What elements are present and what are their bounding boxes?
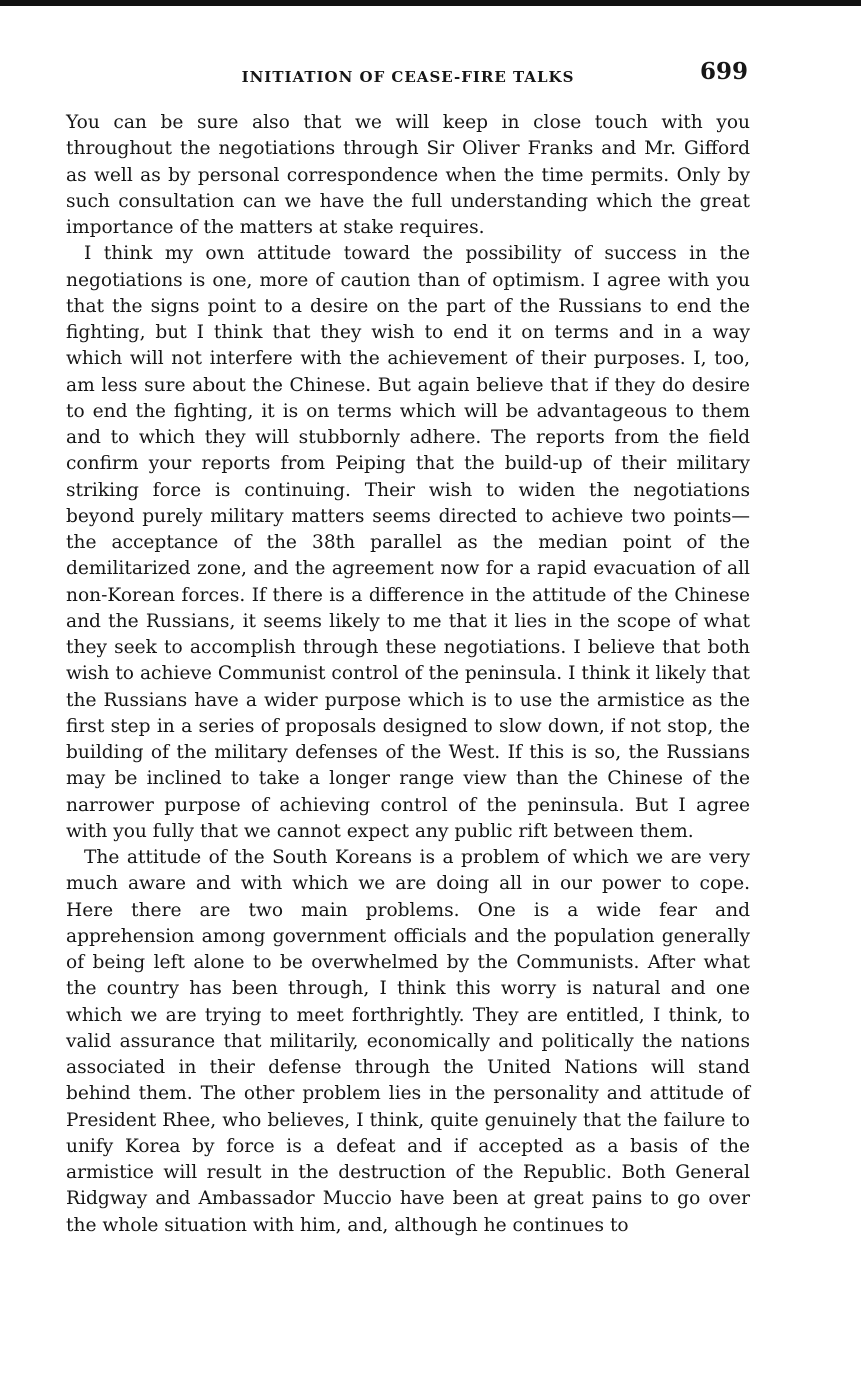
page-top-edge — [0, 0, 861, 6]
running-title: INITIATION OF CEASE-FIRE TALKS — [241, 68, 575, 86]
paragraph-3: The attitude of the South Koreans is a problem of which we are very much aware and with which we are doing all in our power to cope. Here there are two main problems. One is a wide fear and apprehension among government officials and the population generally of being left alone to be overwhelmed by the Communists. After what the country has been through, I think this worry is natural and one which we are trying to meet forthrightly. They are entitled, I think, to valid assurance that militarily, economically and politically the nations associated in their defense through the United Nations will stand behind them. The other problem lies in the personality and attitude of President Rhee, who believes, I think, quite genuinely that the failure to unify Korea by force is a defeat and if accepted as a basis of the armistice will result in the destruction of the Republic. Both General Ridgway and Ambassador Muccio have been at great pains to go over the whole situation with him, and, although he continues to — [66, 847, 750, 1236]
body-text — [66, 110, 750, 1239]
paragraph-1: You can be sure also that we will keep in close touch with you throughout the negotiations through Sir Oliver Franks and Mr. Gifford as well as by personal correspondence when the time permits. Only by such consultation can we have the full understanding which the great importance of the matters at stake requires. — [66, 112, 750, 238]
page-number: 699 — [699, 58, 748, 85]
paragraph-2: I think my own attitude toward the possibility of success in the negotiations is one, more of caution than of optimism. I agree with you that the signs point to a desire on the part of the Russians to end the fighting, but I think that they wish to end it on terms and in a way which will not interfere with the achievement of their purposes. I, too, am less sure about the Chinese. But again believe that if they do desire to end the fighting, it is on terms which will be advantageous to them and to which they will stubbornly adhere. The reports from the field confirm your reports from Peiping that the build-up of their military striking force is continuing. Their wish to widen the negotiations beyond purely military matters seems directed to achieve two points—the acceptance of the 38th parallel as the median point of the demilitarized zone, and the agreement now for a rapid evacuation of all non-Korean forces. If there is a difference in the attitude of the Chinese and the Russians, it seems likely to me that it lies in the scope of what they seek to accomplish through these negotiations. I believe that both wish to achieve Communist control of the peninsula. I think it likely that the Russians have a wider purpose which is to use the armistice as the first step in a series of proposals designed to slow down, if not stop, the building of the military defenses of the West. If this is so, the Russians may be inclined to take a longer range view than the Chinese of the narrower purpose of achieving control of the peninsula. But I agree with you fully that we cannot expect any public rift between them. — [66, 243, 750, 842]
running-head — [66, 58, 750, 92]
